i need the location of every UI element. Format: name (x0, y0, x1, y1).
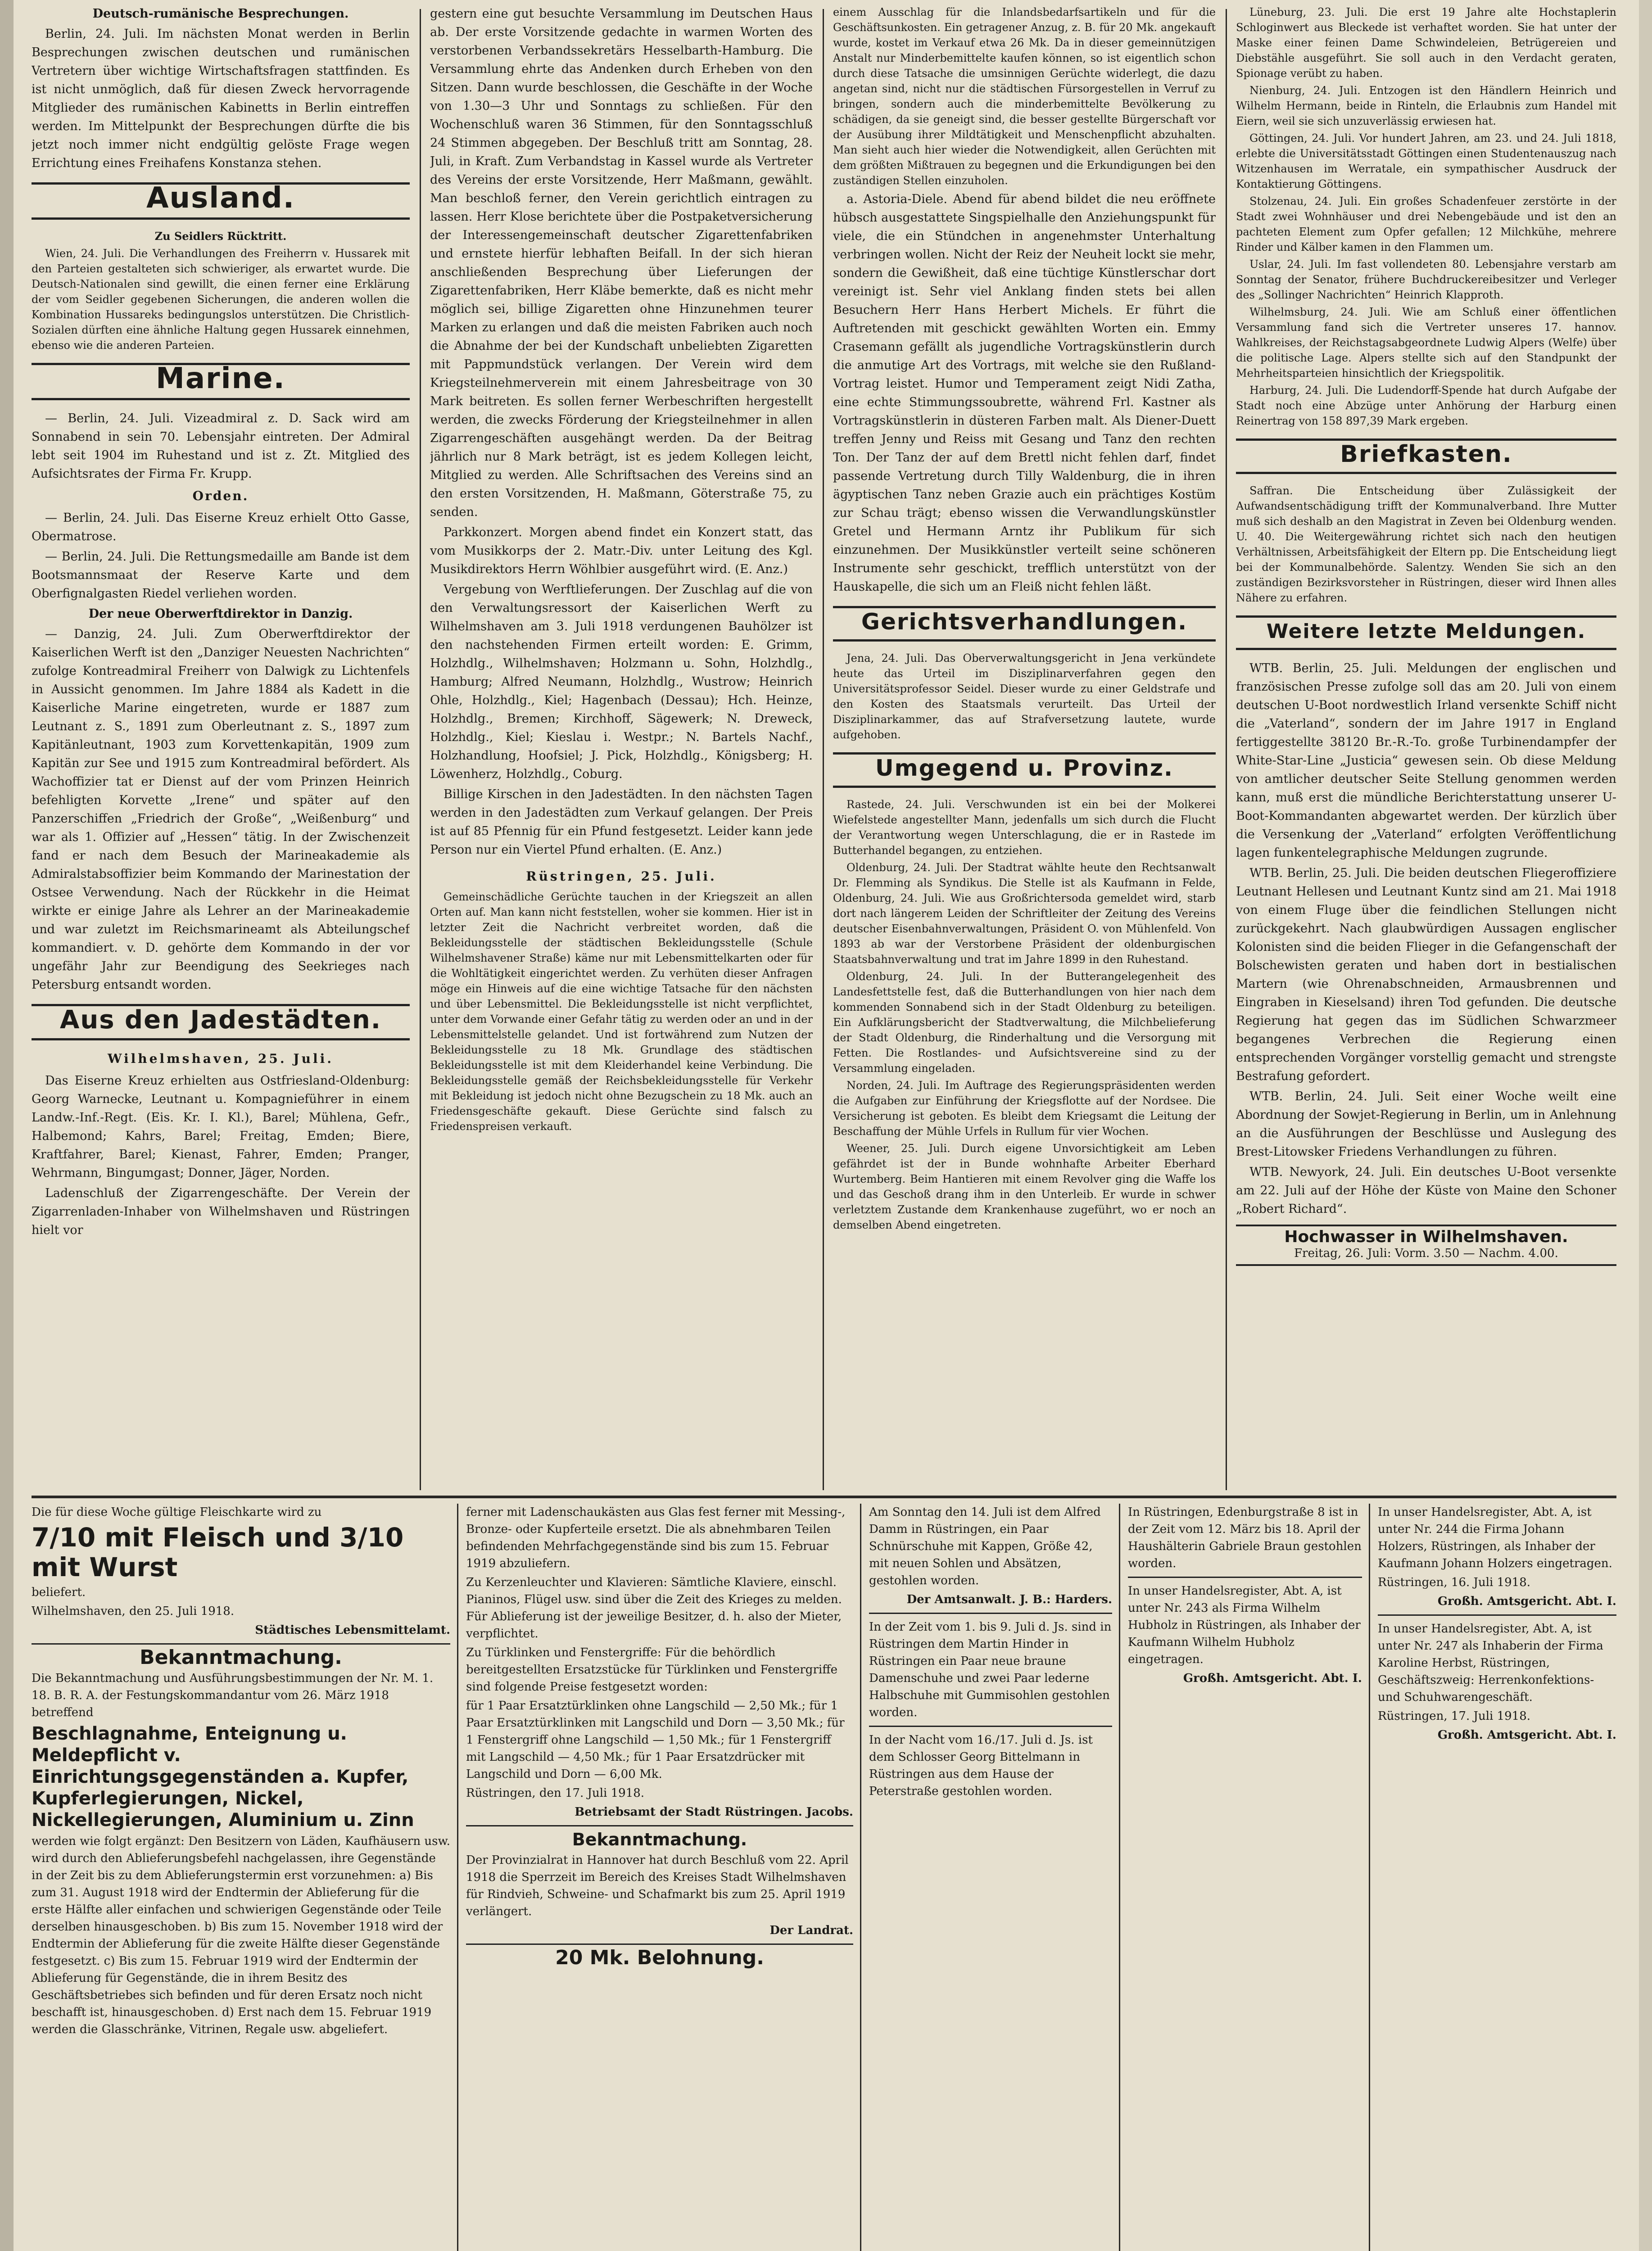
belohnung-title: 20 Mk. Belohnung. (555, 1946, 764, 1969)
headline-rumaenisch: Deutsch-rumänische Besprechungen. (92, 7, 349, 21)
column-rule (823, 9, 824, 1490)
article-newyork: WTB. Newyork, 24. Juli. Ein deutsches U-Boot versenkte am 22. Juli auf der Höhe der Küste von Maine den Schoner „Robert Richard“. (1236, 1165, 1616, 1216)
beschlagnahme-title: Beschlagnahme, Enteignung u. Meldepflicht v. Einrichtungsgegenständen a. Kupfer, Kupferlegierungen, Nickel, Nickellegierungen, Aluminium u. Zinn (32, 1723, 414, 1831)
article-oldenburg-2: Oldenburg, 24. Juli. In der Butterangelegenheit des Landesfettstelle fest, daß die Butterhandlungen von hier nach dem kommenden Sonnabend sich in der Stadt Oldenburg zu beteiligen. Ein Aufklärungsbericht der Stadtverwaltung, die Milchbelieferung der Stadt Oldenburg, die Rinderhaltung und die Versorgung mit Fetten. Die Rostlandes- und Aufsichtsvereine sind zu der Versammlung eingeladen. (833, 970, 1216, 1075)
notice-rule-v (457, 1504, 458, 2251)
fleisch-date: Wilhelmshaven, den 25. Juli 1918. (32, 1605, 235, 1618)
notice-rule (1128, 1577, 1362, 1578)
amtsgericht-3: Großh. Amtsgericht. Abt. I. (1437, 1728, 1616, 1742)
section-umgegend (833, 752, 1216, 788)
newspaper-page (14, 0, 1639, 2251)
article-astoria: a. Astoria-Diele. Abend für abend bildet die neu eröffnete hübsch ausgestattete Singspielhalle den Anziehungspunkt für viele, die ein Stündchen in angenehmster Unterhaltung verbringen wollen. Nicht der Reiz der Neuheit lockt sie mehr, sondern die Gewißheit, daß eine tüchtige Künstlerschar dort vereinigt ist. Sehr viel Anklang finden stets bei allen Besuchern Herr Hans Herbert Michels. Er führt die Auftretenden mit geschickt gewählten Worten ein. Emmy Crasemann gefällt als jugendliche Vortragskünstlerin durch die anmutige Art des Vortrags, mit welche sie den Rußland-Vortrag leistet. Humor und Temperament zeigt Nidi Zatha, eine echte Stimmungssoubrette, während Frl. Kastner als Vortragskünstlerin in düsteren Farben malt. Als Diener-Duett treffen Jenny und Reiss mit Gesang und Tanz den rechten Ton. Der Tanz der auf dem Brettl nicht fehlen darf, findet passende Vertretung durch Tilly Waldenburg, die in ihren ägyptischen Tanz neben Grazie auch ein prächtiges Kostüm zur Schau trägt; ebenso wissen die Verwandlungskünstler Gretel und Hermann Arntz ihr Publikum für sich einzunehmen. Der Musikkünstler verteilt seine schöneren Instrumente sehr geschickt, trefflich unterstützt von der Hauskapelle, die sich um an Fleiß nicht fehlen läßt. (833, 192, 1216, 594)
section-gericht (833, 606, 1216, 642)
notice-column-2 (466, 1504, 853, 2251)
section-weitere (1236, 615, 1616, 650)
notice-rule (869, 1726, 1112, 1727)
article-seidler: Wien, 24. Juli. Die Verhandlungen des Freiherrn v. Hussarek mit den Parteien gestalteten sich schwieriger, als erwartet wurde. Die Deutsch-Nationalen sind gewillt, die einen ferner eine Erklärung der vom Seidler gegebenen Sicherungen, die anderen wollen die Kombination Hussareks bedingungslos unterstützen. Die Christlich-Sozialen dürften eine ähnliche Haltung gegen Hussarek einnehmen, ebenso wie die anderen Parteien. (32, 247, 410, 352)
article-geruechte: Gemeinschädliche Gerüchte tauchen in der Kriegszeit an allen Orten auf. Man kann nicht feststellen, woher sie kommen. Hier ist in letzter Zeit die Nachricht verbreitet worden, daß die Bekleidungsstelle der städtischen Bekleidungsstelle (Schule Wilhelmshavener Straße) käme nur mit Lebensmittelkarten oder für die Wohltätigkeit eingerichtet werden. Zu verhüten dieser Anfragen möge ein Hinweis auf die eine wichtige Tatsache für den nächsten und über Lebensmittel. Die Bekleidungsstelle ist nicht verpflichtet, unter dem Vorwande einer Gefahr tätig zu werden oder an und in der Lebensmittelstelle gelandet. Und ist fortwährend zum Nutzen der Bekleidungsstelle zu 18 Mk. Grundlage des städtischen Bekleidungsstelle ist mit dem Kleiderhandel keine Verbindung. Die Bekleidungsstelle gemäß der Reichsbekleidungsstelle für Verkehr mit Bekleidung ist jedoch nicht ohne Bezugschein zu 18 Mk. auch an Friedensgeschäfte gekauft. Diese Gerüchte sind falsch zu Friedenspreisen verkauft. (430, 890, 813, 1133)
article-orden: — Berlin, 24. Juli. Das Eiserne Kreuz erhielt Otto Gasse, Obermatrose. (32, 511, 410, 543)
scan-margin (0, 0, 14, 2251)
article-ladenschluss: Ladenschluß der Zigarrengeschäfte. Der Verein der Zigarrenladen-Inhaber von Wilhelmshaven und Rüstringen hielt vor (32, 1186, 410, 1237)
klaviere-notice: Zu Kerzenleuchter und Klavieren: Sämtliche Klaviere, einschl. Pianinos, Flügel usw. sind über die Zeit des Krieges zu melden. Für Ablieferung ist der jeweilige Besitzer, d. h. also der Mieter, verpflichtet. (466, 1576, 842, 1641)
article-oldenburg-1: Oldenburg, 24. Juli. Der Stadtrat wählte heute den Rechtsanwalt Dr. Flemming als Syndikus. Die Stelle ist als Kaufmann in Felde, Oldenburg, 24. Juli. Wie aus Großrichtersoda gemeldet wird, starb dort nach längerem Leiden der Schriftleiter der Zeitung des Vereins deutscher Eisenbahnverwaltungen, Präsident O. von Mühlenfeld. Von 1893 ab war der Verstorbene Präsident der oldenburgischen Staatsbahnverwaltung und trat im Jahre 1899 in den Ruhestand. (833, 861, 1216, 966)
section-ausland (32, 182, 410, 220)
hochwasser-title: Hochwasser in Wilhelmshaven. (1284, 1228, 1568, 1246)
article-rumaenisch: Berlin, 24. Juli. Im nächsten Monat werden in Berlin Besprechungen zwischen deutschen und rumänischen Vertretern über wichtige Wirtschaftsfragen stattfinden. Es ist nicht unmöglich, daß für diesen Zweck hervorragende Mitglieder des rumänischen Kabinetts in Berlin eintreffen werden. Im Mittelpunkt der Besprechungen dürfte die bis jetzt noch immer nicht endgültig gelöste Frage wegen Errichtung eines Freihafens Konstanza stehen. (32, 27, 410, 170)
article-jena: Jena, 24. Juli. Das Oberverwaltungsgericht in Jena verkündete heute das Urteil im Disziplinarverfahren gegen den Universitätsprofessor Seidel. Dieser wurde zu einer Geldstrafe und den Kosten des Staatsmals verurteilt. Das Urteil der Disziplinarkammer, das auf Strafversetzung lautete, wurde aufgehoben. (833, 652, 1216, 741)
handelsregister-1: In unser Handelsregister, Abt. A, ist unter Nr. 243 als Firma Wilhelm Hubholz in Rüstringen, als Inhaber der Kaufmann Wilhelm Hubholz eingetragen. (1128, 1584, 1361, 1666)
section-title-marine: Marine. (156, 362, 285, 395)
notice-rule-v (1119, 1504, 1120, 2251)
article-justicia: WTB. Berlin, 25. Juli. Meldungen der englischen und französischen Presse zufolge soll das am 20. Juli von einem deutschen U-Boot nordwestlich Irland versenkte Schiff nicht die „Vaterland“, sondern der im Jahre 1917 in England fertiggestellte 38120 Br.-R.-To. große Turbinendampfer der White-Star-Line „Justicia“ gewesen sein. Ob diese Meldung von amtlicher deutscher Seite Stellung genommen werden kann, muß erst die mündliche Berichterstattung unserer U-Boot-Kommandanten abgewartet werden. Der kürzlich über die Versenkung der „Vaterland“ erfolgten Veröffentlichung lagen funkentelegraphische Meldungen zugrunde. (1236, 661, 1616, 860)
dateline-ruestringen: Rüstringen, 25. Juli. (526, 869, 717, 884)
landrat-title: Bekanntmachung. (572, 1830, 747, 1849)
section-divider (32, 1496, 1616, 1498)
fleisch-intro: Die für diese Woche gültige Fleischkarte wird zu (32, 1505, 322, 1519)
section-title-gericht: Gerichtsverhandlungen. (861, 609, 1188, 635)
article-rastede: Rastede, 24. Juli. Verschwunden ist ein bei der Molkerei Wiefelstede angestellter Mann, jedenfalls um sich durch die Flucht der Verantwortung wegen Unterschlagung, die er in Rastede im Butterhandel begangen, zu entziehen. (833, 798, 1216, 857)
amtsanwalt-1: Der Amtsanwalt. J. B.: Harders. (906, 1593, 1112, 1606)
hochwasser-times: Freitag, 26. Juli: Vorm. 3.50 — Nachm. 4.00. (1294, 1247, 1558, 1260)
fleisch-signature: Städtisches Lebensmittelamt. (255, 1623, 450, 1637)
section-title-jade: Aus den Jadestädten. (59, 1005, 382, 1035)
section-title-weitere: Weitere letzte Meldungen. (1266, 620, 1586, 643)
article-flieger: WTB. Berlin, 25. Juli. Die beiden deutschen Fliegeroffiziere Leutnant Hellesen und Leutnant Kuntz sind am 21. Mai 1918 von einem Fluge über die feindlichen Stellungen nicht zurückgekehrt. Nach glaubwürdigen Aussagen englischer Kolonisten sind die beiden Flieger in die Gefangenschaft der Bolschewisten geraten und haben dort in bestialischen Martern (wie Ohrenabschneiden, Armausbrennen und Eingraben in Kieselsand) ihren Tod gefunden. Die deutsche Regierung hat gegen das im Südlichen Schwarzmeer begangenes Verbrechen die Regierung einen entsprechenden Vorgänger vorstellig gemacht und strengste Bestrafung gefordert. (1236, 866, 1616, 1083)
article-kirschen: Billige Kirschen in den Jadestädten. In den nächsten Tagen werden in den Jadestädten zum Verkauf gelangen. Der Preis ist auf 85 Pfennig für ein Pfund festgesetzt. Leider kann jede Person nur ein Viertel Pfund erhalten. (E. Anz.) (430, 787, 813, 857)
diebstahl-1: Am Sonntag den 14. Juli ist dem Alfred Damm in Rüstringen, ein Paar Schnürschuhe mit Kappen, Größe 42, mit neuen Sohlen und Absätzen, gestohlen worden. (869, 1505, 1101, 1587)
article-parkkonzert: Parkkonzert. Morgen abend findet ein Konzert statt, das vom Musikkorps der 2. Matr.-Div. unter Leitung des Kgl. Musikdirektors Herrn Wöhlbier ausgeführt wird. (E. Anz.) (430, 525, 813, 576)
article-uslar: Uslar, 24. Juli. Im fast vollendeten 80. Lebensjahre verstarb am Sonntag der Senator, frühere Buchdruckereibesitzer und Verleger des „Sollinger Nachrichten“ Heinrich Klapproth. (1236, 258, 1616, 301)
handelsregister-2: In unser Handelsregister, Abt. A, ist unter Nr. 244 die Firma Johann Holzers, Rüstringen, als Inhaber der Kaufmann Johann Holzers eingetragen. (1378, 1505, 1612, 1570)
notice-rule (869, 1613, 1112, 1614)
headline-danzig: Der neue Oberwerftdirektor in Danzig. (88, 607, 353, 621)
article-lueneburg: Lüneburg, 23. Juli. Die erst 19 Jahre alte Hochstaplerin Schloginwert aus Bleckede ist verhaftet worden. Sie hat unter der Maske einer feinen Dame Schwindeleien, Betrügereien und Diebstähle ausgeführt. Sie soll auch in den Verdacht geraten, Spionage verübt zu haben. (1236, 6, 1616, 80)
article-sack: — Berlin, 24. Juli. Vizeadmiral z. D. Sack wird am Sonnabend in sein 70. Lebensjahr eintreten. Der Admiral lebt seit 1904 im Ruhestand und ist z. Zt. Mitglied des Aufsichtsrates der Firma Fr. Krupp. (32, 411, 410, 481)
dateline-wilhelmshaven: Wilhelmshaven, 25. Juli. (108, 1051, 334, 1066)
handelsregister-2-date: Rüstringen, 16. Juli 1918. (1378, 1576, 1531, 1589)
article-nienburg: Nienburg, 24. Juli. Entzogen ist den Händlern Heinrich und Wilhelm Hermann, beide in Rinteln, die Erlaubnis zum Handel mit Eiern, weil sie sich unzuverlässig erwiesen hat. (1236, 84, 1616, 127)
notice-rule-v (1369, 1504, 1370, 2251)
article-weener: Weener, 25. Juli. Durch eigene Unvorsichtigkeit am Leben gefährdet ist der in Bunde wohnhafte Arbeiter Eberhard Wurtemberg. Beim Hantieren mit einem Revolver ging die Waffe los und das Geschoß drang ihm in den Unterleib. Er wurde in schwer verletztem Zustande dem Krankenhause zugeführt, wo er noch an demselben Abend eingetreten. (833, 1142, 1216, 1231)
section-marine (32, 363, 410, 400)
news-section (32, 5, 1616, 1495)
diebstahl-2: In der Zeit vom 1. bis 9. Juli d. Js. sind in Rüstringen dem Martin Hinder in Rüstringen ein Paar neue braune Damenschuhe und zwei Paar lederne Halbschuhe mit Gummisohlen gestohlen worden. (869, 1620, 1112, 1719)
article-rettungsmedaille: — Berlin, 24. Juli. Die Rettungsmedaille am Bande ist dem Bootsmannsmaat der Reserve Karte und dem Oberfignalgasten Riedel verliehen worden. (32, 550, 410, 601)
beschlagnahme-body: werden wie folgt ergänzt: Den Besitzern von Läden, Kaufhäusern usw. wird durch den Ablieferungsbefehl nachgelassen, ihre Gegenstände in der Zeit bis zu dem Ablieferungstermin erst vorzunehmen: a) Bis zum 31. August 1918 wird der Endtermin der Ablieferung für die erste Hälfte aller einfachen und schwierigen Gegenstände oder Teile derselben hinausgeschoben. b) Bis zum 15. November 1918 wird der Endtermin der Ablieferung für die zweite Hälfte dieser Gegenstände festgesetzt. c) Bis zum 15. Februar 1919 wird der Endtermin der Ablieferung für Gegenstände, die in ihrem Besitz des Geschäftsbetriebes sich befinden und für deren Ersatz noch nicht beschafft ist, hinausgeschoben. d) Erst nach dem 15. Februar 1919 werden die Glasschränke, Vitrinen, Regale usw. abgeliefert. (32, 1835, 450, 2036)
diebstahl-4: In Rüstringen, Edenburgstraße 8 ist in der Zeit vom 12. März bis 18. April der Haushälterin Gabriele Braun gestohlen worden. (1128, 1505, 1362, 1570)
column-1 (32, 5, 410, 1495)
headline-seidler: Zu Seidlers Rücktritt. (154, 230, 287, 243)
notice-column-3 (869, 1504, 1112, 2251)
subhead-orden: Orden. (192, 488, 249, 503)
amtsgericht-2: Großh. Amtsgericht. Abt. I. (1437, 1595, 1616, 1608)
bekanntmachung-intro: Die Bekanntmachung und Ausführungsbestimmungen der Nr. M. 1. 18. B. R. A. der Festungskommandantur vom 26. März 1918 betreffend (32, 1672, 434, 1719)
column-rule (1226, 9, 1227, 1490)
bekanntmachung-title: Bekanntmachung. (140, 1646, 342, 1669)
handelsregister-3: In unser Handelsregister, Abt. A, ist unter Nr. 247 als Inhaberin der Firma Karoline Herbst, Rüstringen, Geschäftszweig: Herrenkonfektions- und Schuhwarengeschäft. (1378, 1622, 1603, 1704)
notice-rule (466, 1825, 853, 1826)
column-3 (833, 5, 1216, 1495)
article-goettingen: Göttingen, 24. Juli. Vor hundert Jahren, am 23. und 24. Juli 1818, erlebte die Universitätsstadt Göttingen einen Studentenauszug nach Witzenhausen im Werratale, ein sympathischer Ausdruck der Kontaktierung Göttingens. (1236, 132, 1616, 190)
notice-rule (1378, 1614, 1616, 1616)
diebstahl-3: In der Nacht vom 16./17. Juli d. Js. ist dem Schlosser Georg Bittelmann in Rüstringen aus dem Hause der Peterstraße gestohlen worden. (869, 1733, 1093, 1798)
notice-rule (466, 1944, 853, 1945)
fleisch-ration: 7/10 mit Fleisch und 3/10 mit Wurst (32, 1522, 404, 1582)
section-title-briefkasten: Briefkasten. (1340, 441, 1512, 468)
fleisch-beliefert: beliefert. (32, 1586, 86, 1599)
article-briefkasten: Saffran. Die Entscheidung über Zulässigkeit der Aufwandsentschädigung trifft der Kommunalverband. Ihre Mutter muß sich deshalb an den Magistrat in Zeven bei Oldenburg wenden. U. 40. Die Weitergewährung richtet sich nach den heutigen Verhältnissen, Arbeitsfähigkeit der Eltern pp. Die Entscheidung liegt bei der Kommunalbehörde. Salentzy. Wenden Sie sich an den zuständigen Bezirksvorsteher in Rüstringen, dieser wird Ihnen alles Nähere zu erfahren. (1236, 484, 1616, 604)
article-bekleidung-cont: einem Ausschlag für die Inlandsbedarfsartikeln und für die Geschäftsunkosten. Ein getragener Anzug, z. B. für 20 Mk. angekauft wurde, kostet im Verkauf etwa 26 Mk. Da in dieser gemeinnützigen Anstalt nur Minderbemittelte kaufen können, so ist eigentlich schon durch diese Tatsache die umsinnigen Gerüchte widerlegt, die dazu angetan sind, nicht nur die städtischen Fürsorgestellen in Verruf zu bringen, sondern auch die minderbemittelte Bevölkerung zu schädigen, da sie geneigt sind, die besser gestellte Bürgerschaft vor der Ausübung ihrer Mildtätigkeit und Menschenpflicht abzuhalten. Man sieht auch hier wieder die Notwendigkeit, allen Gerüchten mit dem größten Mißtrauen zu begegnen und die Erkundigungen bei den zuständigen Stellen einzuholen. (833, 6, 1216, 187)
notice-column-1 (32, 1504, 450, 2251)
column-rule (420, 9, 421, 1490)
article-stolzenau: Stolzenau, 24. Juli. Ein großes Schadenfeuer zerstörte in der Stadt zwei Wohnhäuser und drei Nebengebäude und ist den an pachteten Element zum Opfer gefallen; 12 Milchkühe, mehrere Rinder und Kälber kamen in den Flammen um. (1236, 195, 1616, 253)
betriebsamt-date: Rüstringen, den 17. Juli 1918. (466, 1786, 645, 1800)
article-werftlieferungen: Vergebung von Werftlieferungen. Der Zuschlag auf die von den Verwaltungsressort der Kaiserlichen Werft zu Wilhelmshaven am 3. Juli 1918 verdungenen Bauhölzer ist den nachstehenden Firmen erteilt worden: E. Grimm, Holzhdlg., Wilhelmshaven; Holzmann u. Sohn, Holzhdlg., Hamburg; Alfred Neumann, Holzhdlg., Wustrow; Heinrich Ohle, Holzhdlg., Kiel; Hagenbach (Dessau); Hch. Heinze, Holzhdlg., Bremen; Kirchhoff, Sägewerk; N. Dreweck, Holzhdlg., Kiel; Kieslau i. Westpr.; N. Bartels Nachf., Holzhandlung, Hoofsiel; J. Pick, Holzhdlg., Königsberg; H. Löwenherz, Holzhdlg., Coburg. (430, 583, 813, 781)
betriebsamt-signature: Betriebsamt der Stadt Rüstringen. Jacobs. (575, 1805, 853, 1819)
notices-section (32, 1504, 1616, 2251)
article-wilhelmsburg: Wilhelmsburg, 24. Juli. Wie am Schluß einer öffentlichen Versammlung fand sich die Vertreter unseres 17. hannov. Wahlkreises, der Reichstagsabgeordnete Ludwig Alpers (Welfe) über die politische Lage. Alpers stellte sich auf den Standpunkt der Mehrheitsparteien hinsichtlich der Kriegspolitik. (1236, 306, 1616, 380)
article-harburg: Harburg, 24. Juli. Die Ludendorff-Spende hat durch Aufgabe der Stadt noch eine Abzüge unter Anhörung der Harburg einen Reinertrag von 158 897,39 Mark ergeben. (1236, 384, 1616, 427)
tuerklinken-notice: Zu Türklinken und Fenstergriffe: Für die behördlich bereitgestellten Ersatzstücke für Türklinken und Fenstergriffe sind folgende Preise festgesetzt worden: (466, 1646, 838, 1694)
column-2 (430, 5, 813, 1495)
hochwasser-box (1236, 1225, 1616, 1266)
landrat-signature: Der Landrat. (769, 1924, 853, 1937)
article-danzig: — Danzig, 24. Juli. Zum Oberwerftdirektor der Kaiserlichen Werft ist den „Danziger Neuesten Nachrichten“ zufolge Kontreadmiral Freiherr von Dalwigk zu Lichtenfels in Aussicht genommen. Im Jahre 1884 als Kadett in die Kaiserliche Marine eingetreten, wurde er 1887 zum Leutnant z. S., 1891 zum Oberleutnant z. S., 1897 zum Kapitänleutnant, 1903 zum Korvettenkapitän, 1909 zum Kapitän zur See und 1915 zum Kontreadmiral befördert. Als Wachoffizier tat er Dienst auf der vom Prinzen Heinrich befehligten Korvette „Irene“ und später auf den Panzerschiffen „Friedrich der Große“, „Weißenburg“ und war als 1. Offizier auf „Hessen“ tätig. In der Zwischenzeit fand er nach dem Besuch der Marineakademie als Admiralstabsoffizier beim Kommando der Marinestation der Ostsee Verwendung. Nach der Rückkehr in die Heimat wirkte er einige Jahre als Lehrer an der Marineakademie und war zuletzt im Reichsmarineamt als Abteilungschef kommandiert. v. D. gehörte dem Kommando in der vor ungefähr Jahr zur Beendigung des Seekrieges nach Petersburg entsandt worden. (32, 627, 410, 992)
handelsregister-3-date: Rüstringen, 17. Juli 1918. (1378, 1709, 1531, 1723)
column-4 (1236, 5, 1616, 1495)
notice-rule-v (860, 1504, 861, 2251)
notice-rule (32, 1643, 450, 1645)
price-list: für 1 Paar Ersatztürklinken ohne Langschild — 2,50 Mk.; für 1 Paar Ersatztürklinken mit Langschild und Dorn — 3,50 Mk.; für 1 Fenstergriff ohne Langschild — 1,50 Mk.; für 1 Fenstergriff mit Langschild — 4,50 Mk.; für 1 Paar Ersatzdrücker mit Langschild und Dorn — 6,00 Mk. (466, 1699, 845, 1781)
landrat-body: Der Provinzialrat in Hannover hat durch Beschluß vom 22. April 1918 die Sperrzeit im Bereich des Kreises Stadt Wilhelmshaven für Rindvieh, Schweine- und Schafmarkt bis zum 25. April 1919 verlängert. (466, 1853, 849, 1918)
section-jade (32, 1004, 410, 1040)
glas-notice: ferner mit Ladenschaukästen aus Glas fest ferner mit Messing-, Bronze- oder Kupferteile ersetzt. Die als abnehmbaren Teilen befindenden Mehrfachgegenstände sind bis zum 15. Februar 1919 abzuliefern. (466, 1505, 846, 1570)
notice-column-4 (1128, 1504, 1362, 2251)
article-eisernes-kreuz: Das Eiserne Kreuz erhielten aus Ostfriesland-Oldenburg: Georg Warnecke, Leutnant u. Kompagnieführer in einem Landw.-Inf.-Regt. (Eis. Kr. I. Kl.), Barel; Mühlena, Gefr., Halbemond; Kahrs, Barel; Freitag, Emden; Biere, Kraftfahrer, Barel; Kienast, Fahrer, Emden; Pranger, Wehrmann, Bingumgast; Donner, Jäger, Norden. (32, 1074, 410, 1180)
article-sowjet: WTB. Berlin, 24. Juli. Seit einer Woche weilt eine Abordnung der Sowjet-Regierung in Berlin, um in Anlehnung an die Ausführungen der Beschlüsse und Auslegung des Brest-Litowsker Friedens Verhandlungen zu führen. (1236, 1089, 1616, 1159)
article-norden: Norden, 24. Juli. Im Auftrage des Regierungspräsidenten werden die Aufgaben zur Einführung der Kriegsflotte auf der Nordsee. Die Versicherung ist geboten. Es bleibt dem Kriegsamt die Leitung der Beschaffung der Mühle Urfels in Rullum für vier Wochen. (833, 1079, 1216, 1138)
section-title-ausland: Ausland. (146, 181, 295, 215)
section-title-umgegend: Umgegend u. Provinz. (875, 755, 1173, 781)
notice-column-5 (1378, 1504, 1616, 2251)
article-versammlung: gestern eine gut besuchte Versammlung im Deutschen Haus ab. Der erste Vorsitzende gedachte in warmen Worten des verstorbenen Verbandssekretärs Hesselbarth-Hamburg. Die Versammlung ehrte das Andenken durch Erheben von den Sitzen. Dann wurde beschlossen, die Geschäfte in der Woche von 1.30—3 Uhr und Sonntags zu schließen. Für den Wochenschluß waren 36 Stimmen, für den Sonntagsschluß 24 Stimmen abgegeben. Der Beschluß tritt am Sonntag, 28. Juli, in Kraft. Zum Verbandstag in Kassel wurde als Vertreter des Vereins der erste Vorsitzende, Herr Maßmann, gewählt. Man beschloß ferner, den Verein gerichtlich eintragen zu lassen. Herr Klose berichtete über die Postpaketversicherung der Interessengemeinschaft deutscher Zigarettenfabriken und ernstete hierfür lebhaften Beifall. In der sich hieran anschließenden Besprechung über Lieferungen der Zigarettenfabriken, Herr Kläbe bemerkte, daß es nicht mehr möglich sei, billige Zigaretten ohne Hinzunehmen teurer Marken zu erlangen und daß die meisten Fabriken auch noch die Abnahme der bei der Kundschaft unbeliebten Zigaretten mit Pappmundstück verlangen. Der Verein wird dem Kriegsteilnehmerverein mit einem Jahresbeitrage von 30 Mark beitreten. Es sollen ferner Werbeschriften hergestellt werden, die zwecks Förderung der Kriegsteilnehmer in allen Zigarrengeschäften ausgehängt werden. Da der Beitrag jährlich nur 8 Mark beträgt, ist es jedem Kollegen leicht, Mitglied zu werden. Alle Schriftsachen des Vereins sind an den ersten Vorsitzenden, H. Maßmann, Göterstraße 75, zu senden. (430, 7, 813, 519)
section-briefkasten (1236, 438, 1616, 474)
amtsgericht-1: Großh. Amtsgericht. Abt. I. (1183, 1672, 1362, 1685)
